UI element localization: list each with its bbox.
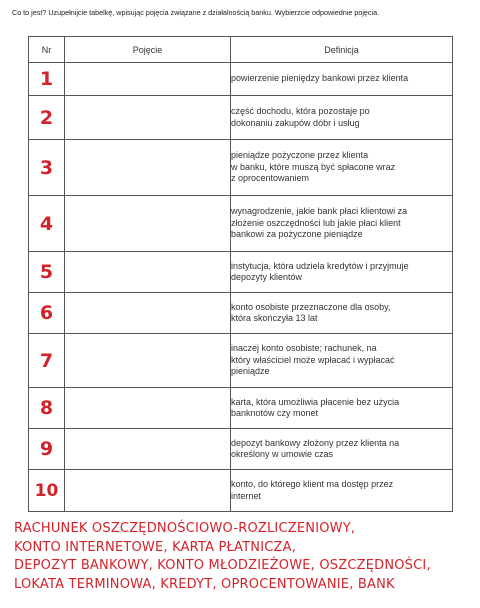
- table-row: [29, 470, 453, 512]
- row-number: 8: [29, 388, 65, 429]
- definition-text: konto, do którego klient ma dostęp przez internet: [231, 479, 394, 501]
- word-bank-line: LOKATA TERMINOWA, KREDYT, OPROCENTOWANIE, BANK: [14, 576, 395, 592]
- row-number: 9: [29, 429, 65, 470]
- definition-cell: [231, 429, 453, 470]
- term-answer-cell[interactable]: [65, 334, 231, 388]
- term-answer-cell[interactable]: [65, 388, 231, 429]
- term-answer-cell[interactable]: [65, 429, 231, 470]
- header-nr: Nr: [29, 37, 65, 63]
- row-number: 5: [29, 252, 65, 293]
- definition-text: inaczej konto osobiste; rachunek, na który właściciel może wpłacać i wypłacać pieniądze: [231, 343, 395, 377]
- term-answer-cell[interactable]: [65, 63, 231, 96]
- table-row: [29, 196, 453, 252]
- row-number: 1: [29, 63, 65, 96]
- definition-cell: [231, 470, 453, 512]
- definition-cell: [231, 63, 453, 96]
- definition-text: część dochodu, która pozostaje po dokonaniu zakupów dóbr i usług: [231, 106, 370, 128]
- row-number: 2: [29, 96, 65, 140]
- instruction-text: Co to jest? Uzupełnijcie tabelkę, wpisując pojęcia związane z działalnością banku. Wybierzcie odpowiednie pojęcia.: [12, 8, 380, 17]
- row-number: 10: [29, 470, 65, 512]
- word-bank: [14, 520, 470, 594]
- definition-cell: [231, 334, 453, 388]
- table-row: [29, 334, 453, 388]
- word-bank-line: DEPOZYT BANKOWY, KONTO MŁODZIEŻOWE, OSZCZĘDNOŚCI,: [14, 558, 431, 573]
- definition-cell: [231, 252, 453, 293]
- table-header-row: [29, 37, 453, 63]
- definition-text: pieniądze pożyczone przez klienta w banku, które muszą być spłacone wraz z oprocentowaniem: [231, 150, 396, 184]
- header-definition: Definicja: [231, 37, 453, 63]
- table-row: [29, 429, 453, 470]
- table-row: [29, 63, 453, 96]
- definition-cell: [231, 293, 453, 334]
- definition-text: instytucja, która udziela kredytów i przyjmuje depozyty klientów: [231, 260, 409, 282]
- term-answer-cell[interactable]: [65, 196, 231, 252]
- header-term: Pojęcie: [65, 37, 231, 63]
- table-row: [29, 293, 453, 334]
- definition-text: powierzenie pieniędzy bankowi przez klienta: [231, 73, 409, 84]
- definition-text: karta, która umożliwia płacenie bez użycia banknotów czy monet: [231, 396, 400, 418]
- table-row: [29, 140, 453, 196]
- row-number: 3: [29, 140, 65, 196]
- definition-text: konto osobiste przeznaczone dla osoby, która skończyła 13 lat: [231, 301, 391, 323]
- definitions-table: [28, 36, 453, 512]
- row-number: 7: [29, 334, 65, 388]
- row-number: 6: [29, 293, 65, 334]
- definition-cell: [231, 96, 453, 140]
- definition-cell: [231, 140, 453, 196]
- term-answer-cell[interactable]: [65, 96, 231, 140]
- term-answer-cell[interactable]: [65, 140, 231, 196]
- term-answer-cell[interactable]: [65, 470, 231, 512]
- definition-cell: [231, 196, 453, 252]
- word-bank-line: RACHUNEK OSZCZĘDNOŚCIOWO-ROZLICZENIOWY,: [14, 521, 356, 536]
- term-answer-cell[interactable]: [65, 293, 231, 334]
- definition-text: depozyt bankowy złożony przez klienta na określony w umowie czas: [231, 437, 400, 459]
- table-row: [29, 252, 453, 293]
- table-row: [29, 96, 453, 140]
- term-answer-cell[interactable]: [65, 252, 231, 293]
- definition-text: wynagrodzenie, jakie bank płaci klientowi za złożenie oszczędności lub jakie płaci klient bankowi za pożyczone pieniądze: [231, 206, 408, 240]
- row-number: 4: [29, 196, 65, 252]
- table-row: [29, 388, 453, 429]
- definition-cell: [231, 388, 453, 429]
- word-bank-line: KONTO INTERNETOWE, KARTA PŁATNICZA,: [14, 539, 297, 555]
